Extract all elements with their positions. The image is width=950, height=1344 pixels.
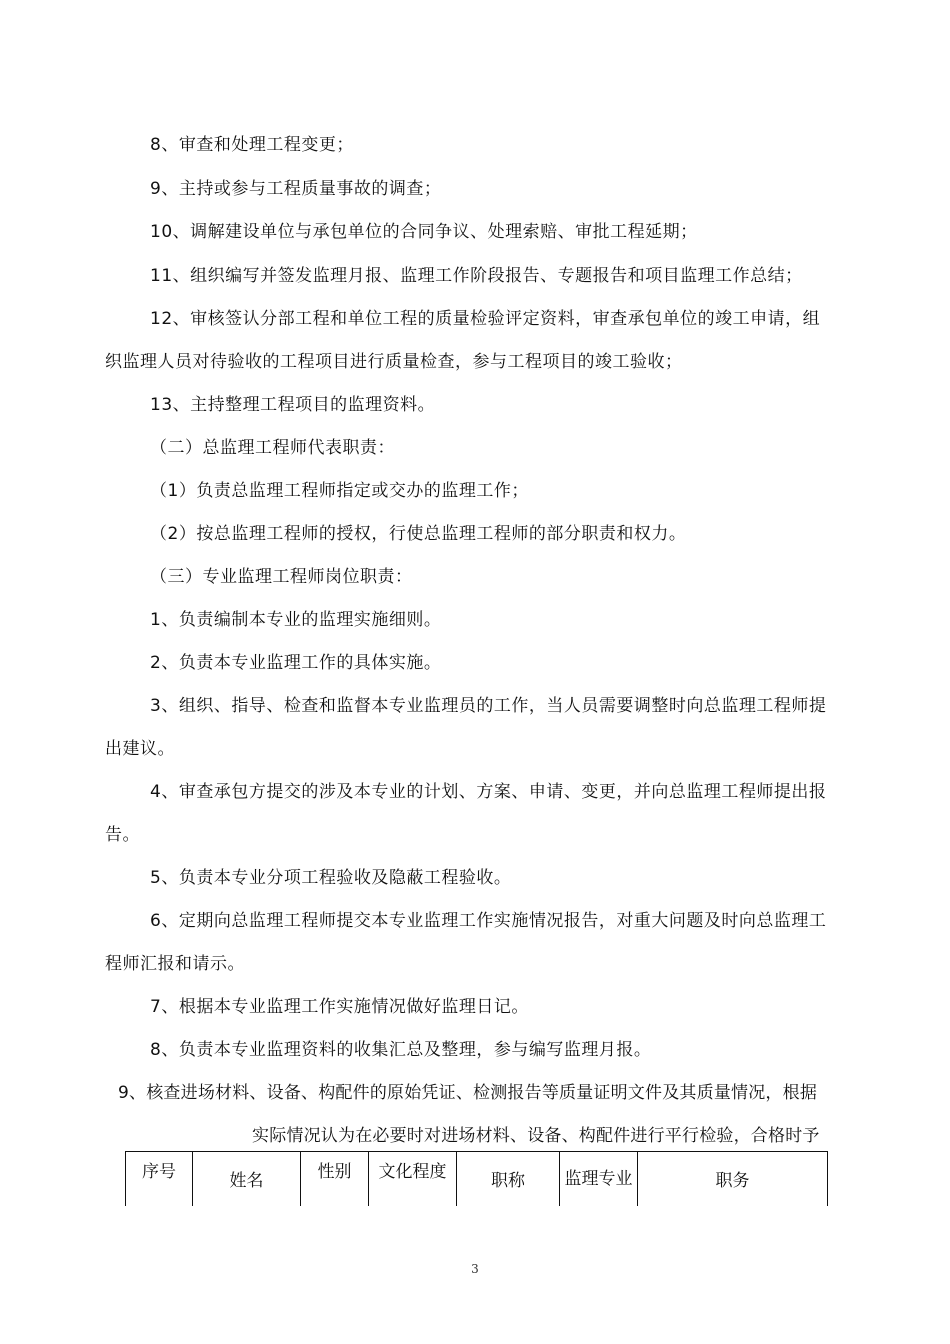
paragraph-item-11: 11、组织编写并签发监理月报、监理工作阶段报告、专题报告和项目监理工作总结； <box>150 266 803 286</box>
paragraph-deputy-1: （1）负责总监理工程师指定或交办的监理工作； <box>150 481 529 501</box>
paragraph-specialist-9-line2: 实际情况认为在必要时对进场材料、设备、构配件进行平行检验，合格时予 <box>252 1126 820 1146</box>
header-name: 姓名 <box>193 1152 301 1206</box>
section-heading-deputy: （二）总监理工程师代表职责： <box>150 438 395 458</box>
header-position: 职务 <box>638 1152 828 1206</box>
paragraph-specialist-2: 2、负责本专业监理工作的具体实施。 <box>150 653 442 673</box>
header-title: 职称 <box>457 1152 560 1206</box>
header-serial-number: 序号 <box>126 1152 193 1206</box>
table-header-row <box>126 1152 828 1206</box>
paragraph-item-12-line1: 12、审核签认分部工程和单位工程的质量检验评定资料，审查承包单位的竣工申请，组 <box>150 309 821 329</box>
paragraph-specialist-6-line2: 程师汇报和请示。 <box>105 954 245 974</box>
paragraph-specialist-6-line1: 6、定期向总监理工程师提交本专业监理工作实施情况报告，对重大问题及时向总监理工 <box>150 911 827 931</box>
paragraph-specialist-3-line1: 3、组织、指导、检查和监督本专业监理员的工作，当人员需要调整时向总监理工程师提 <box>150 696 827 716</box>
paragraph-item-10: 10、调解建设单位与承包单位的合同争议、处理索赔、审批工程延期； <box>150 222 698 242</box>
paragraph-specialist-4-line2: 告。 <box>105 825 140 845</box>
paragraph-item-8: 8、审查和处理工程变更； <box>150 135 354 155</box>
paragraph-specialist-3-line2: 出建议。 <box>105 739 175 759</box>
header-education: 文化程度 <box>369 1152 457 1206</box>
paragraph-specialist-1: 1、负责编制本专业的监理实施细则。 <box>150 610 442 630</box>
paragraph-item-9: 9、主持或参与工程质量事故的调查； <box>150 179 442 199</box>
section-heading-specialist: （三）专业监理工程师岗位职责： <box>150 567 413 587</box>
paragraph-specialist-8: 8、负责本专业监理资料的收集汇总及整理，参与编写监理月报。 <box>150 1040 652 1060</box>
page-number: 3 <box>471 1262 479 1276</box>
paragraph-deputy-2: （2）按总监理工程师的授权，行使总监理工程师的部分职责和权力。 <box>150 524 687 544</box>
staff-table <box>125 1151 828 1206</box>
paragraph-specialist-4-line1: 4、审查承包方提交的涉及本专业的计划、方案、申请、变更，并向总监理工程师提出报 <box>150 782 827 802</box>
paragraph-specialist-5: 5、负责本专业分项工程验收及隐蔽工程验收。 <box>150 868 512 888</box>
header-gender: 性别 <box>301 1152 369 1206</box>
paragraph-item-12-line2: 织监理人员对待验收的工程项目进行质量检查，参与工程项目的竣工验收； <box>105 352 683 372</box>
paragraph-specialist-7: 7、根据本专业监理工作实施情况做好监理日记。 <box>150 997 529 1017</box>
header-specialty: 监理专业 <box>560 1152 638 1206</box>
paragraph-specialist-9-line1: 9、核查进场材料、设备、构配件的原始凭证、检测报告等质量证明文件及其质量情况，根据 <box>118 1083 818 1103</box>
paragraph-item-13: 13、主持整理工程项目的监理资料。 <box>150 395 436 415</box>
